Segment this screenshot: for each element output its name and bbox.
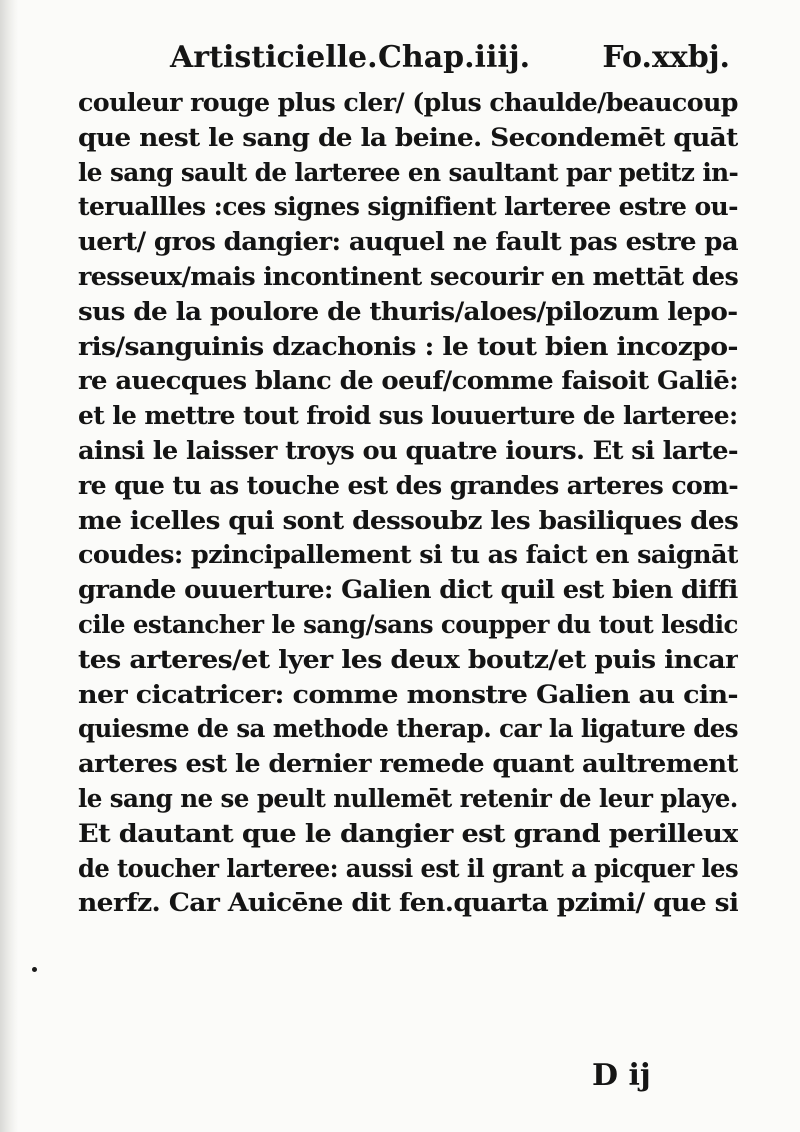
signature-mark: D ij [592, 1058, 651, 1093]
chapter-label: Chap.iiij. [378, 40, 531, 75]
text-line: nerfz. Car Auicēne dit fen.quarta pzimi/ que si [78, 888, 738, 918]
text-line: arteres est le dernier remede quant aultrement [78, 749, 738, 779]
text-line: ris/sanguinis dzachonis : le tout bien incozpo- [78, 331, 738, 361]
text-line: teruallles :ces signes signifient larteree estre ou- [78, 192, 738, 222]
text-line: re que tu as touche est des grandes arteres com- [78, 470, 738, 500]
text-line: uert/ gros dangier: auquel ne fault pas estre pa [78, 227, 738, 257]
text-line: sus de la poulore de thuris/aloes/pilozum lepo- [78, 296, 738, 326]
text-line: cile estancher le sang/sans coupper du tout lesdic [78, 609, 738, 639]
text-line: re auecques blanc de oeuf/comme faisoit Galiē: [78, 366, 738, 396]
text-line: Et dautant que le dangier est grand perilleux [78, 818, 738, 848]
text-line: coudes: pzincipallement si tu as faict en saignāt [78, 540, 738, 570]
text-line: resseux/mais incontinent secourir en mettāt des [78, 261, 739, 291]
text-line: grande ouuerture: Galien dict quil est bien diffi [78, 575, 738, 605]
text-line: tes arteres/et lyer les deux boutz/et puis incar [78, 644, 738, 674]
text-line: et le mettre tout froid sus louuerture de larteree: [78, 401, 738, 431]
text-line: ainsi le laisser troys ou quatre iours. Et si larte- [78, 435, 738, 465]
body-text [78, 86, 738, 921]
text-line: le sang sault de larteree en saultant par petitz in- [78, 157, 738, 187]
text-line: couleur rouge plus cler/ (plus chaulde/beaucoup [78, 88, 738, 117]
text-line: de toucher larteree: aussi est il grant a picquer les [78, 853, 738, 883]
text-line: que nest le sang de la beine. Secondemēt quāt [78, 122, 738, 152]
running-header [170, 40, 730, 88]
text-line: le sang ne se peult nullemēt retenir de leur playe. [78, 783, 738, 813]
running-title: Artisticielle. [170, 40, 378, 75]
text-line: ner cicatricer: comme monstre Galien au cin- [78, 679, 738, 709]
ink-dot [32, 967, 37, 972]
page-gutter-shadow [0, 0, 18, 1132]
text-line: quiesme de sa methode therap. car la ligature des [78, 714, 738, 744]
text-line: me icelles qui sont dessoubz les basiliques des [78, 505, 738, 535]
folio-number: Fo.xxbj. [602, 40, 730, 75]
